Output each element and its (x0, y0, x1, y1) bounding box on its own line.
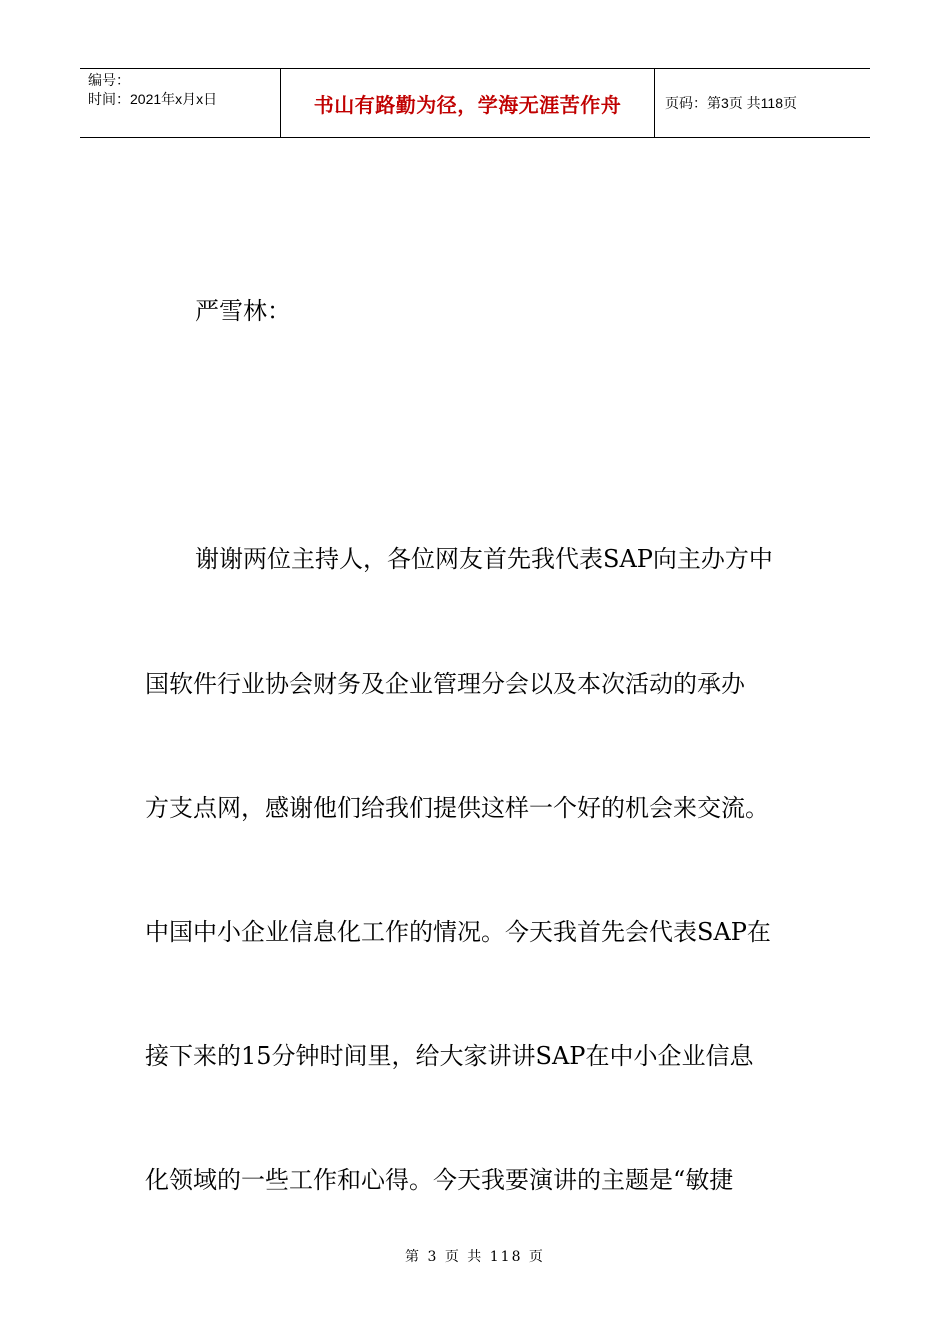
body-line: 接下来的15分钟时间里，给大家讲讲SAP在中小企业信息 (145, 1042, 754, 1070)
document-number-label: 编号： (88, 72, 130, 88)
body-line: 方支点网，感谢他们给我们提供这样一个好的机会来交流。 (145, 794, 769, 822)
body-line: 中国中小企业信息化工作的情况。今天我首先会代表SAP在 (145, 918, 771, 946)
body-line: 谢谢两位主持人，各位网友首先我代表SAP向主办方中 (195, 545, 773, 573)
header-meta (80, 69, 281, 137)
header-page-info: 页码：第3页 共118页 (665, 95, 797, 111)
speaker-name: 严雪林： (195, 297, 291, 325)
body-line: 化领域的一些工作和心得。今天我要演讲的主题是“敏捷 (145, 1166, 734, 1194)
body-line: 国软件行业协会财务及企业管理分会以及本次活动的承办 (145, 670, 745, 698)
header-motto: 书山有路勤为径，学海无涯苦作舟 (281, 69, 655, 137)
page-header (80, 68, 870, 138)
document-date: 时间：2021年x月x日 (88, 91, 218, 107)
page-footer: 第 3 页 共 118 页 (405, 1249, 545, 1265)
